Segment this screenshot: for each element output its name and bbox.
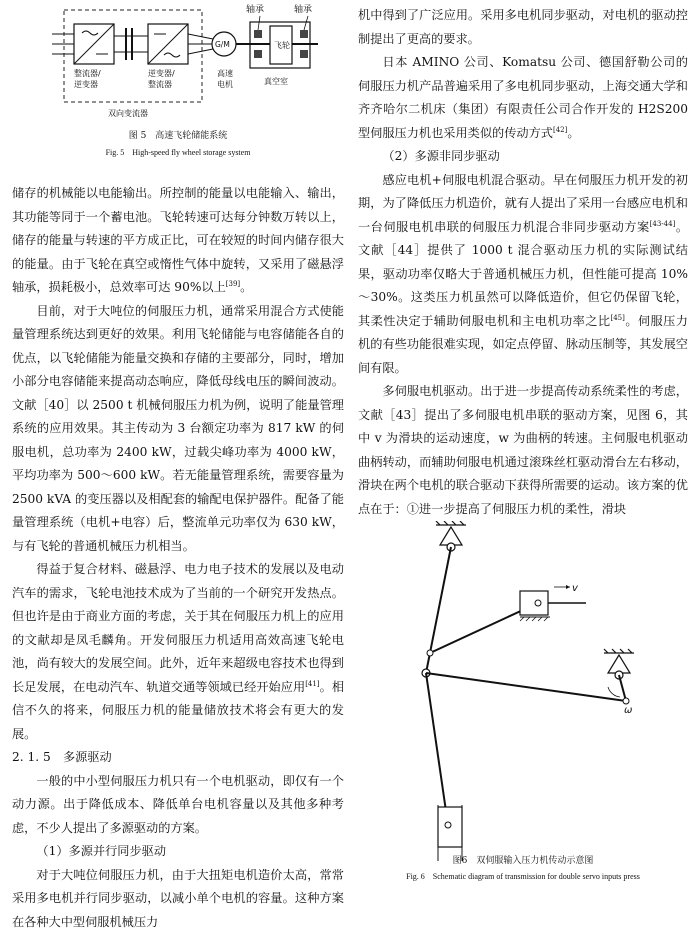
figure-5-diagram: [12, 0, 344, 140]
slide-table: [520, 591, 548, 615]
citation: [39]: [225, 279, 241, 288]
crank-arm: [619, 675, 626, 701]
subheading-non-sync: （2）多源非同步驱动: [382, 149, 500, 163]
figure-5-caption-cn: 图 5 高速飞轮储能系统: [128, 131, 228, 141]
label-inverter-1: 逆变器/: [148, 69, 175, 78]
citation: [41]: [305, 679, 320, 688]
v-label: v: [572, 583, 578, 594]
right-paragraph-2: 日本 AMINO 公司、Komatsu 公司、德国舒勒公司的伺服压力机产品普遍采用了多电机同步驱动，上海交通大学和齐齐哈尔二机床（集团）有限责任公司合作开发的 H2S200 型伺服压力机也采用类似的传动方式[42]。: [358, 55, 688, 140]
left-paragraph-2: 目前，对于大吨位的伺服压力机，通常采用混合方式使能量管理系统达到更好的效果。利用飞轮储能与电容储能各自的优点，以飞轮储能为能量交换和存储的主要部分，同时，增加小部分电容储能来提高动态响应，降低母线电压的瞬间波动。文献［40］以 2500 t 机械伺服压力机为例，说明了能量管理系统的应用效果。其主传动为 3 台额定功率为 817 kW 的伺服电机，总功率为 2400 kW，过载尖峰功率为 4000 kW，平均功率为 500～600 kW。若无能量管理系统，需要容量为 2500 kVA 的变压器以及相配套的输配电保护器件。配备了能量管理系统（电机+电容）后，整流单元功率仅为 630 kW，与有飞轮的普通机械压力机相当。: [12, 303, 344, 553]
right-paragraph-3: 感应电机+伺服电机混合驱动。早在伺服压力机开发的初期，为了降低压力机造价，就有人提出了采用一台感应电机和一台伺服电机串联的伺服压力机混合非同步驱动方案[43-44]。文献［44］提供了 1000 t 混合驱动压力机的实际测试结果，驱动功率仅略大于普通机械压力机，但性能可提高 10%～30%。这类压力机虽然可以降低造价，但它仍保留飞轮，其柔性决定于辅助伺服电机和主电机功率之比[45]。伺服压力机的有些功能很难实现，如定点停留、脉动压制等，其发展空间有限。: [358, 172, 689, 375]
label-motor-symbol: G/M: [215, 40, 230, 49]
figure-6-diagram: [358, 521, 688, 861]
label-rectifier-2: 逆变器: [74, 80, 98, 89]
connecting-rod: [426, 673, 626, 701]
figure-5-caption-en: Fig. 5 High-speed fly wheel storage system: [105, 148, 251, 157]
top-pivot: [436, 521, 466, 551]
figure-6: [358, 521, 688, 901]
citation: [42]: [553, 125, 568, 134]
label-flywheel: 飞轮: [274, 41, 290, 50]
subheading-parallel-sync: （1）多源并行同步驱动: [36, 844, 167, 858]
label-bearing-right: 轴承: [294, 5, 313, 15]
right-column: [358, 4, 688, 901]
lower-link: [426, 673, 448, 825]
label-rectifier-1: 整流器/: [74, 69, 101, 78]
figure-5: [12, 0, 344, 182]
left-paragraph-1: 储存的机械能以电能输出。所控制的能量以电能输入、输出，其功能等同于一个蓄电池。飞轮转速可达每分钟数万转以上，储存的能量与转速的平方成正比，可在较短的时间内储存很大的能量。由于飞轮在真空或惰性气体中旋转，又采用了磁悬浮轴承，损耗极小，总效率可达 90%以上[39]。: [12, 186, 344, 294]
right-paragraph-4: 多伺服电机驱动。出于进一步提高传动系统柔性的考虑，文献［43］提出了多伺服电机串联的驱动方案，见图 6，其中 v 为滑块的运动速度，w 为曲柄的转速。主伺服电机驱动曲柄转动，而辅助伺服电机通过滚珠丝杠驱动滑台左右移动，滑块在两个电机的联合驱动下获得所需要的运动。该方案的优点在于：①进一步提高了伺服压力机的柔性，滑块: [358, 384, 688, 516]
crank-pivot: [604, 649, 634, 679]
label-bidirectional-converter: 双向变流器: [108, 109, 148, 118]
citation: [45]: [610, 313, 625, 322]
figure-6-caption-cn: 图6 双伺服输入压力机传动示意图: [452, 856, 594, 866]
left-paragraph-4: 一般的中小型伺服压力机只有一个电机驱动，即仅有一个动力源。出于降低成本、降低单台电机容量以及其他多种考虑，不少人提出了多源驱动的方案。: [12, 773, 344, 835]
label-inverter-2: 整流器: [148, 80, 172, 89]
right-paragraph-1: 机中得到了广泛应用。采用多电机同步驱动，对电机的驱动控制提出了更高的要求。: [358, 8, 688, 46]
label-bearing-left: 轴承: [246, 5, 265, 15]
citation: [43-44]: [649, 219, 676, 228]
label-vacuum-chamber: 真空室: [264, 77, 288, 86]
label-hs-motor-1: 高速: [217, 69, 233, 78]
label-hs-motor-2: 电机: [217, 80, 233, 89]
left-paragraph-3: 得益于复合材料、磁悬浮、电力电子技术的发展以及电动汽车的需求，飞轮电池技术成为了当前的一个研究开发热点。但也许是由于商业方面的考虑，关于其在伺服压力机上的应用的文献却是凤毛麟角。开发伺服压力机适用高效高速飞轮电池，尚有较大的发展空间。此外，近年来超级电容技术也得到长足发展，在电动汽车、轨道交通等领域已经开始应用[41]。相信不久的将来，伺服压力机的能量储放技术将会有更大的发展。: [12, 562, 345, 741]
omega-arrow: [608, 687, 620, 697]
section-heading-2-1-5: 2. 1. 5 多源驱动: [12, 750, 112, 764]
left-paragraph-5: 对于大吨位伺服压力机，由于大扭矩电机造价太高，常常采用多电机并行同步驱动，以减小单个电机的容量。这种方案在各种大中型伺服机械压力: [12, 867, 344, 929]
left-column: [12, 0, 344, 934]
w-label: ω: [624, 705, 633, 716]
figure-6-caption-en: Fig. 6 Schematic diagram of transmission for double servo inputs press: [406, 872, 640, 881]
